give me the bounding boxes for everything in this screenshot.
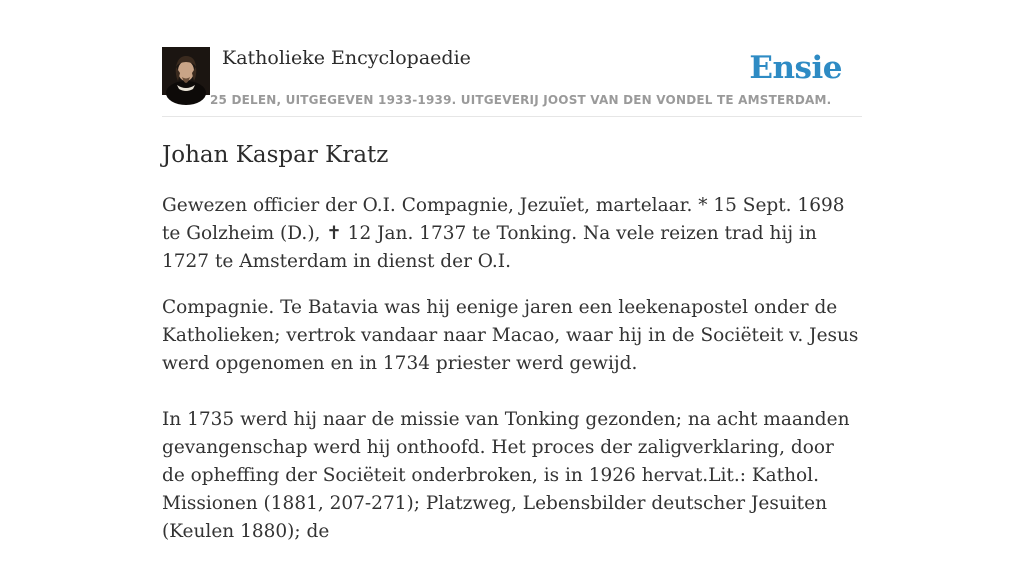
entry-body [162, 192, 862, 564]
entry-title: Johan Kaspar Kratz [162, 142, 389, 168]
publication-title[interactable]: Katholieke Encyclopaedie [222, 47, 471, 69]
portrait-avatar-icon[interactable] [162, 47, 210, 95]
entry-paragraph: Compagnie. Te Batavia was hij eenige jaren een leekenapostel onder de Katholieken; vertrok vandaar naar Macao, waar hij in de Sociëteit v. Jesus werd opgenomen en in 1734 priester werd gewijd. [162, 297, 859, 374]
publication-subtitle: 25 DELEN, UITGEGEVEN 1933-1939. UITGEVERIJ JOOST VAN DEN VONDEL TE AMSTERDAM. [210, 93, 832, 107]
ensie-logo-link[interactable]: Ensie [749, 50, 842, 86]
entry-paragraph: Gewezen officier der O.I. Compagnie, Jezuïet, martelaar. * 15 Sept. 1698 te Golzheim (D.), ✝ 12 Jan. 1737 te Tonking. Na vele reizen trad hij in 1727 te Amsterdam in dienst der O.I. [162, 195, 845, 272]
publication-header [162, 46, 862, 117]
entry-paragraph: In 1735 werd hij naar de missie van Tonking gezonden; na acht maanden gevangenschap werd hij onthoofd. Het proces der zaligverklaring, door de opheffing der Sociëteit onderbroken, is in 1926 hervat.Lit.: Kathol. Missionen (1881, 207-271); Platzweg, Lebensbilder deutscher Jesuiten (Keulen 1880); de [162, 409, 850, 542]
